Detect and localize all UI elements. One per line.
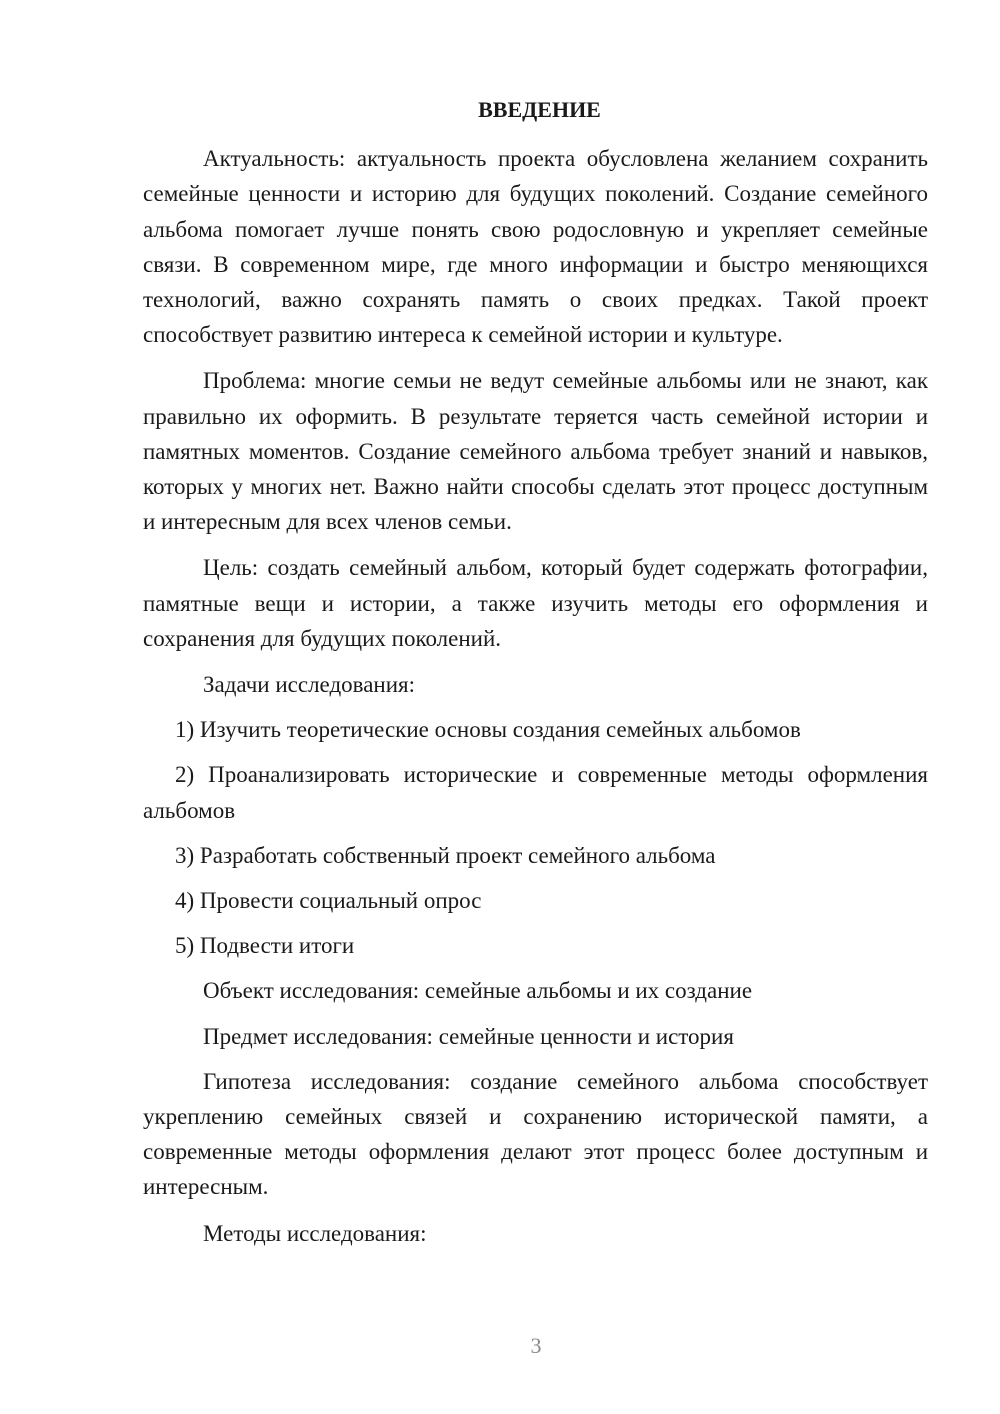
task-item-1: 1) Изучить теоретические основы создания семейных альбомов xyxy=(175,717,801,743)
tasks-heading: Задачи исследования: xyxy=(203,672,416,698)
goal-paragraph: Цель: создать семейный альбом, который будет содержать фотографии, памятные вещи и истории, а также изучить методы его оформления и сохранения для будущих поколений. xyxy=(143,555,928,651)
subject-line: Предмет исследования: семейные ценности и история xyxy=(203,1023,734,1049)
problem-paragraph: Проблема: многие семьи не ведут семейные альбомы или не знают, как правильно их оформить. В результате теряется часть семейной истории и памятных моментов. Создание семейного альбома требует знаний и навыков, которых у многих нет. Важно найти способы сделать этот процесс доступным и интересным для всех членов семьи. xyxy=(143,368,928,535)
task-item-3: 3) Разработать собственный проект семейного альбома xyxy=(175,842,716,868)
methods-heading: Методы исследования: xyxy=(203,1220,427,1246)
task-item-5: 5) Подвести итоги xyxy=(175,933,355,959)
section-title: ВВЕДЕНИЕ xyxy=(478,97,601,122)
relevance-paragraph: Актуальность: актуальность проекта обусловлена желанием сохранить семейные ценности и историю для будущих поколений. Создание семейного альбома помогает лучше понять свою родословную и укрепляет семейные связи. В современном мире, где много информации и быстро меняющихся технологий, важно сохранять память о своих предках. Такой проект способствует развитию интереса к семейной истории и культуре. xyxy=(143,146,928,348)
task-item-2: 2) Проанализировать исторические и современные методы оформления альбомов xyxy=(143,762,928,823)
hypothesis-paragraph: Гипотеза исследования: создание семейного альбома способствует укреплению семейных связей и сохранению исторической памяти, а современные методы оформления делают этот процесс более доступным и интересным. xyxy=(143,1068,928,1200)
object-line: Объект исследования: семейные альбомы и их создание xyxy=(203,978,753,1004)
task-item-4: 4) Провести социальный опрос xyxy=(175,888,482,914)
document-page xyxy=(143,92,928,1251)
page-number: 3 xyxy=(530,1333,542,1358)
